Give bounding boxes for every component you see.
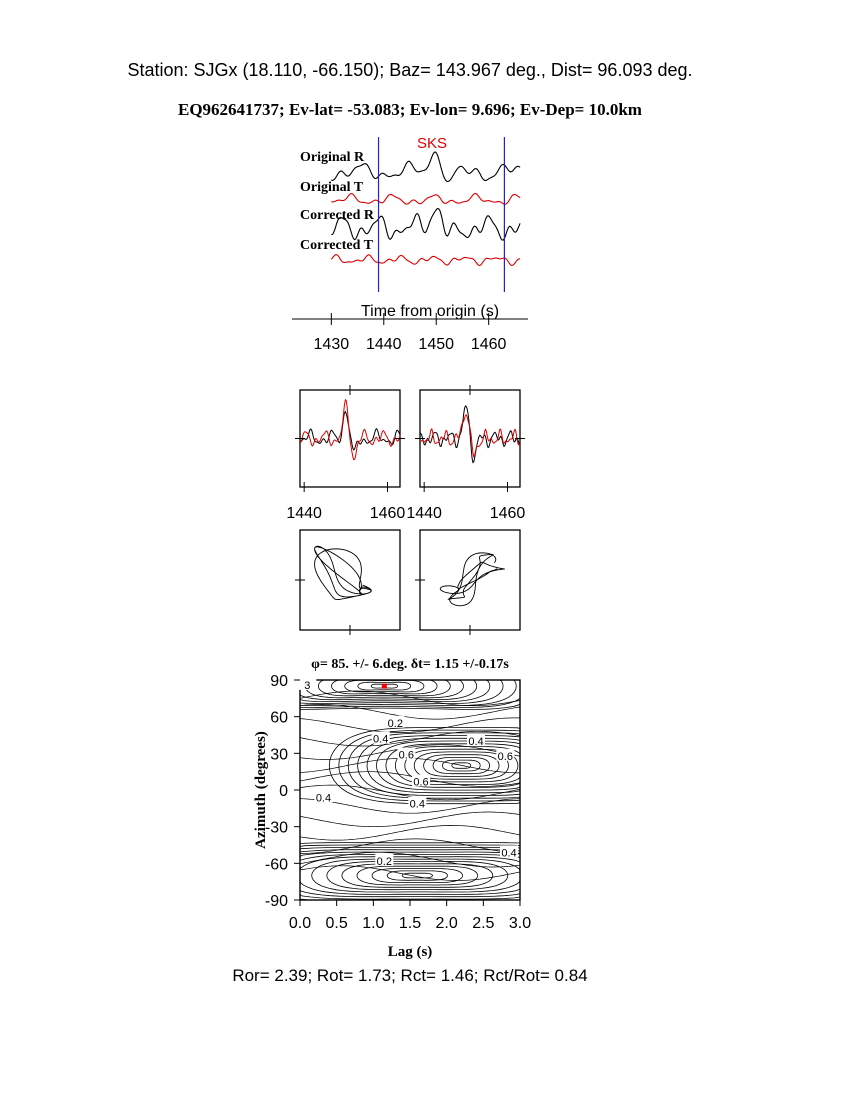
contour-label: 0.4 bbox=[373, 733, 389, 746]
station-line: Station: SJGx (18.110, -66.150); Baz= 143.967 deg., Dist= 96.093 deg. bbox=[127, 60, 693, 80]
waveform-tick-label: 1460 bbox=[369, 505, 406, 522]
grid-y-tick-label: 90 bbox=[270, 673, 288, 690]
waveform-tick-label: 1460 bbox=[489, 505, 526, 522]
seismogram-labels bbox=[300, 150, 375, 253]
particle-motion-path bbox=[315, 546, 372, 599]
waveform-panel-1 bbox=[286, 385, 405, 522]
grid-x-tick-label: 1.5 bbox=[398, 915, 422, 932]
energy-grid-plot bbox=[253, 657, 531, 960]
seismogram-trace-2 bbox=[331, 194, 520, 205]
particle-motion-panel-2 bbox=[415, 530, 520, 635]
trace-label-corrected-t: Corrected T bbox=[300, 238, 373, 253]
contour-label: 0.4 bbox=[315, 792, 332, 805]
seismogram-tick-label: 1460 bbox=[470, 336, 507, 353]
particle-motion-frame bbox=[420, 530, 520, 630]
grid-x-tick-label: 1.0 bbox=[362, 915, 385, 932]
contour-label: 0.2 bbox=[387, 717, 403, 730]
contour-label: 0.6 bbox=[497, 750, 513, 763]
phase-label: SKS bbox=[416, 135, 448, 152]
grid-xlabel: Lag (s) bbox=[387, 944, 433, 960]
grid-y-tick-label: -60 bbox=[264, 856, 288, 874]
seismogram-panel bbox=[292, 135, 528, 353]
event-line: EQ962641737; Ev-lat= -53.083; Ev-lon= 9.696; Ev-Dep= 10.0km bbox=[178, 100, 642, 119]
grid-y-tick-label: -30 bbox=[264, 819, 288, 837]
ratios-line: Ror= 2.39; Rot= 1.73; Rct= 1.46; Rct/Rot= 0.84 bbox=[232, 966, 588, 985]
contour-line bbox=[339, 730, 520, 801]
grid-x-tick-label: 0.5 bbox=[325, 915, 348, 932]
grid-x-tick-label: 3.0 bbox=[508, 915, 532, 932]
seismogram-tick-label: 1440 bbox=[365, 336, 402, 353]
contour-label: 0.2 bbox=[376, 855, 392, 868]
waveform-tick-label: 1440 bbox=[406, 505, 442, 522]
contour-label: 0.6 bbox=[398, 749, 414, 762]
best-fit-marker bbox=[382, 684, 387, 689]
waveform-slow bbox=[300, 400, 400, 460]
grid-y-tick-label: -90 bbox=[264, 893, 288, 910]
grid-y-tick-label: 0 bbox=[279, 783, 288, 800]
waveform-panel-2 bbox=[406, 385, 525, 522]
grid-y-tick-label: 60 bbox=[270, 709, 288, 727]
seismogram-xlabel: Time from origin (s) bbox=[360, 303, 500, 320]
trace-label-original-r: Original R bbox=[300, 150, 365, 165]
grid-x-tick-label: 0.0 bbox=[288, 915, 312, 932]
particle-motion-panels bbox=[295, 530, 520, 635]
grid-x-tick-label: 2.5 bbox=[472, 915, 495, 932]
contour-lines bbox=[300, 680, 520, 900]
grid-title: φ= 85. +/- 6.deg. δt= 1.15 +/-0.17s bbox=[311, 657, 509, 672]
waveform-overlay-panels bbox=[286, 385, 525, 522]
seismogram-tick-label: 1430 bbox=[313, 336, 350, 353]
seismogram-tick-label: 1450 bbox=[418, 336, 455, 353]
particle-motion-frame bbox=[300, 530, 400, 630]
contour-label: 0.6 bbox=[413, 776, 429, 789]
trace-label-corrected-r: Corrected R bbox=[300, 208, 374, 223]
waveform-fast bbox=[420, 406, 520, 463]
contour-line bbox=[402, 873, 432, 878]
grid-y-tick-label: 30 bbox=[270, 746, 288, 764]
grid-x-tick-label: 2.0 bbox=[435, 915, 458, 932]
contour-label: 0.4 bbox=[409, 798, 425, 811]
contour-label: 0.4 bbox=[501, 847, 517, 860]
contour-line bbox=[327, 861, 508, 889]
particle-motion-panel-1 bbox=[295, 530, 400, 635]
waveform-tick-label: 1440 bbox=[286, 505, 322, 522]
contour-line bbox=[300, 825, 520, 840]
contour-line bbox=[300, 839, 520, 854]
contour-label: 0.4 bbox=[468, 736, 484, 749]
trace-label-original-t: Original T bbox=[300, 180, 364, 195]
contour-label: 3 bbox=[304, 679, 311, 692]
seismogram-trace-4 bbox=[331, 255, 520, 266]
particle-motion-path bbox=[440, 553, 504, 606]
grid-ylabel: Azimuth (degrees) bbox=[253, 731, 269, 849]
waveform-fast bbox=[300, 412, 400, 450]
contour-line bbox=[300, 812, 520, 827]
